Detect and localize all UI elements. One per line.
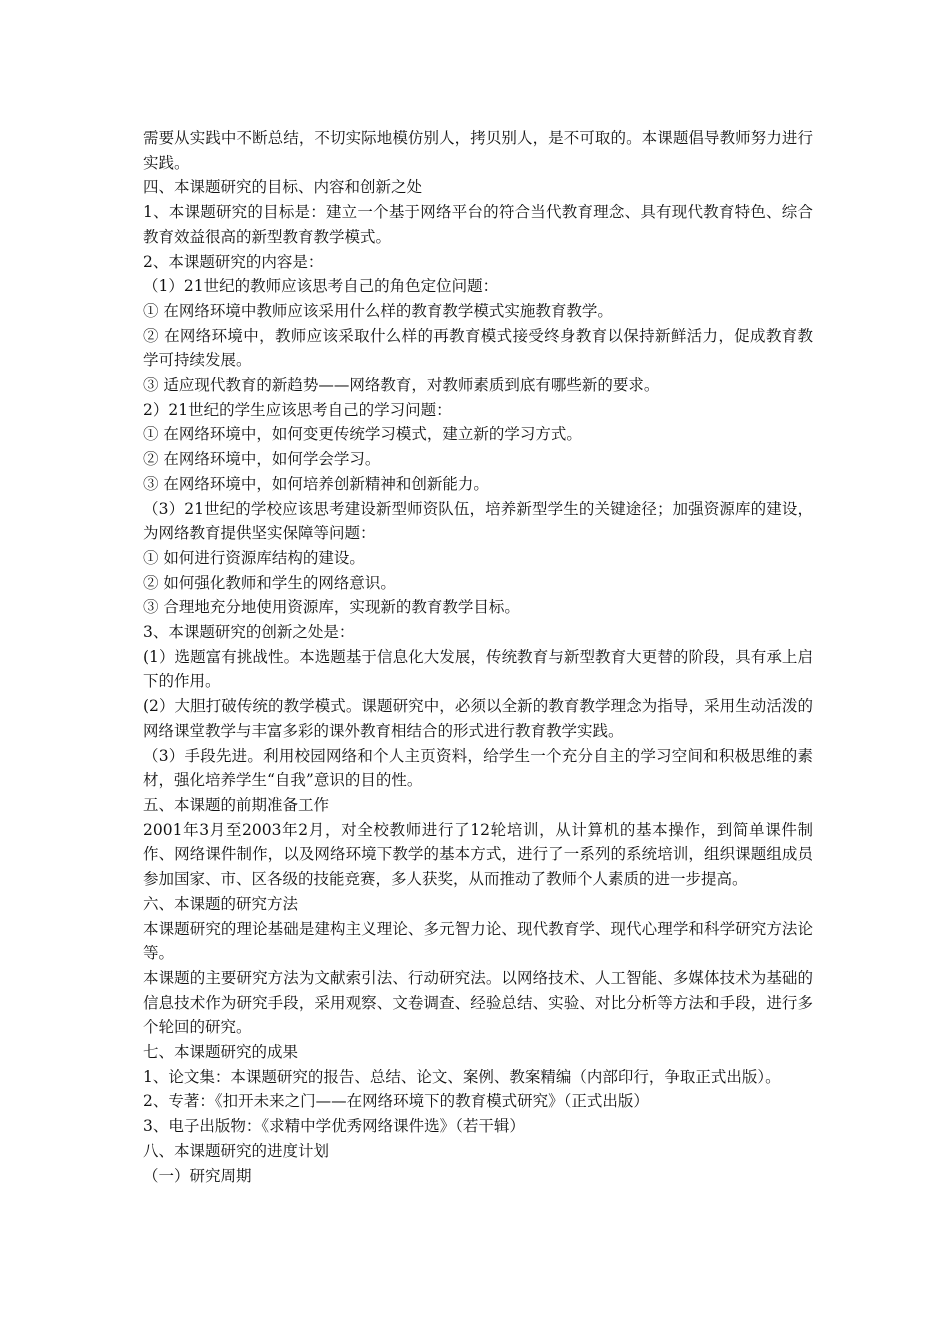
document-page xyxy=(143,126,813,1188)
list-item: 2、专著：《扣开未来之门——在网络环境下的教育模式研究》（正式出版） xyxy=(143,1092,649,1111)
list-item: 1、论文集：本课题研究的报告、总结、论文、案例、教案精编（内部印行，争取正式出版）。 xyxy=(143,1067,781,1086)
paragraph-teacher-role: （1）21世纪的教师应该思考自己的角色定位问题： xyxy=(143,277,499,296)
paragraph-innovation-title: 3、本课题研究的创新之处是： xyxy=(143,623,355,642)
list-item: 3、电子出版物：《求精中学优秀网络课件选》（若干辑） xyxy=(143,1117,525,1136)
paragraph-intro-continuation: 需要从实践中不断总结，不切实际地模仿别人，拷贝别人，是不可取的。本课题倡导教师努力进行实践。 xyxy=(143,129,813,172)
paragraph-student-learning: 2）21世纪的学生应该思考自己的学习问题： xyxy=(143,400,452,419)
list-item: ② 在网络环境中，教师应该采取什么样的再教育模式接受终身教育以保持新鲜活力，促成教育教学可持续发展。 xyxy=(143,326,813,370)
list-item: ① 在网络环境中教师应该采用什么样的教育教学模式实施教育教学。 xyxy=(143,301,613,320)
list-item: ③ 适应现代教育的新趋势——网络教育，对教师素质到底有哪些新的要求。 xyxy=(143,376,660,395)
list-item: （3）手段先进。利用校园网络和个人主页资料，给学生一个充分自主的学习空间和积极思维的素材，强化培养学生“自我”意识的目的性。 xyxy=(143,746,813,790)
list-item: ② 在网络环境中，如何学会学习。 xyxy=(143,450,381,469)
section-heading-6: 六、本课题的研究方法 xyxy=(143,894,299,913)
list-item: (2）大胆打破传统的教学模式。课题研究中，必须以全新的教育教学理念为指导，采用生动活泼的网络课堂教学与丰富多彩的课外教育相结合的形式进行教育教学实践。 xyxy=(143,697,813,740)
list-item: ② 如何强化教师和学生的网络意识。 xyxy=(143,573,396,592)
list-item: ① 在网络环境中，如何变更传统学习模式，建立新的学习方式。 xyxy=(143,425,582,444)
list-item: ③ 在网络环境中，如何培养创新精神和创新能力。 xyxy=(143,474,489,493)
paragraph-school-building: （3）21世纪的学校应该思考建设新型师资队伍，培养新型学生的关键途径；加强资源库的建设，为网络教育提供坚实保障等问题： xyxy=(143,499,813,543)
paragraph-preparation: 2001年3月至2003年2月，对全校教师进行了12轮培训，从计算机的基本操作，到简单课件制作、网络课件制作，以及网络环境下教学的基本方式，进行了一系列的系统培训，组织课题组成员参加国家、市、区各级的技能竞赛，多人获奖，从而推动了教师个人素质的进一步提高。 xyxy=(143,820,813,889)
section-heading-8: 八、本课题研究的进度计划 xyxy=(143,1141,330,1160)
section-heading-7: 七、本课题研究的成果 xyxy=(143,1043,299,1062)
list-item: ① 如何进行资源库结构的建设。 xyxy=(143,548,365,567)
section-heading-4: 四、本课题研究的目标、内容和创新之处 xyxy=(143,178,423,197)
paragraph-methods: 本课题的主要研究方法为文献索引法、行动研究法。以网络技术、人工智能、多媒体技术为基础的信息技术作为研究手段，采用观察、文卷调查、经验总结、实验、对比分析等方法和手段，进行多个轮回的研究。 xyxy=(143,968,813,1037)
paragraph-goal: 1、本课题研究的目标是：建立一个基于网络平台的符合当代教育理念、具有现代教育特色、综合教育效益很高的新型教育教学模式。 xyxy=(143,203,813,246)
list-item: (1）选题富有挑战性。本选题基于信息化大发展，传统教育与新型教育大更替的阶段，具有承上启下的作用。 xyxy=(143,647,813,691)
paragraph-research-cycle: （一）研究周期 xyxy=(143,1166,252,1185)
list-item: ③ 合理地充分地使用资源库，实现新的教育教学目标。 xyxy=(143,598,520,617)
paragraph-theory-basis: 本课题研究的理论基础是建构主义理论、多元智力论、现代教育学、现代心理学和科学研究方法论等。 xyxy=(143,919,813,963)
paragraph-content-title: 2、本课题研究的内容是： xyxy=(143,252,324,271)
section-heading-5: 五、本课题的前期准备工作 xyxy=(143,795,330,814)
